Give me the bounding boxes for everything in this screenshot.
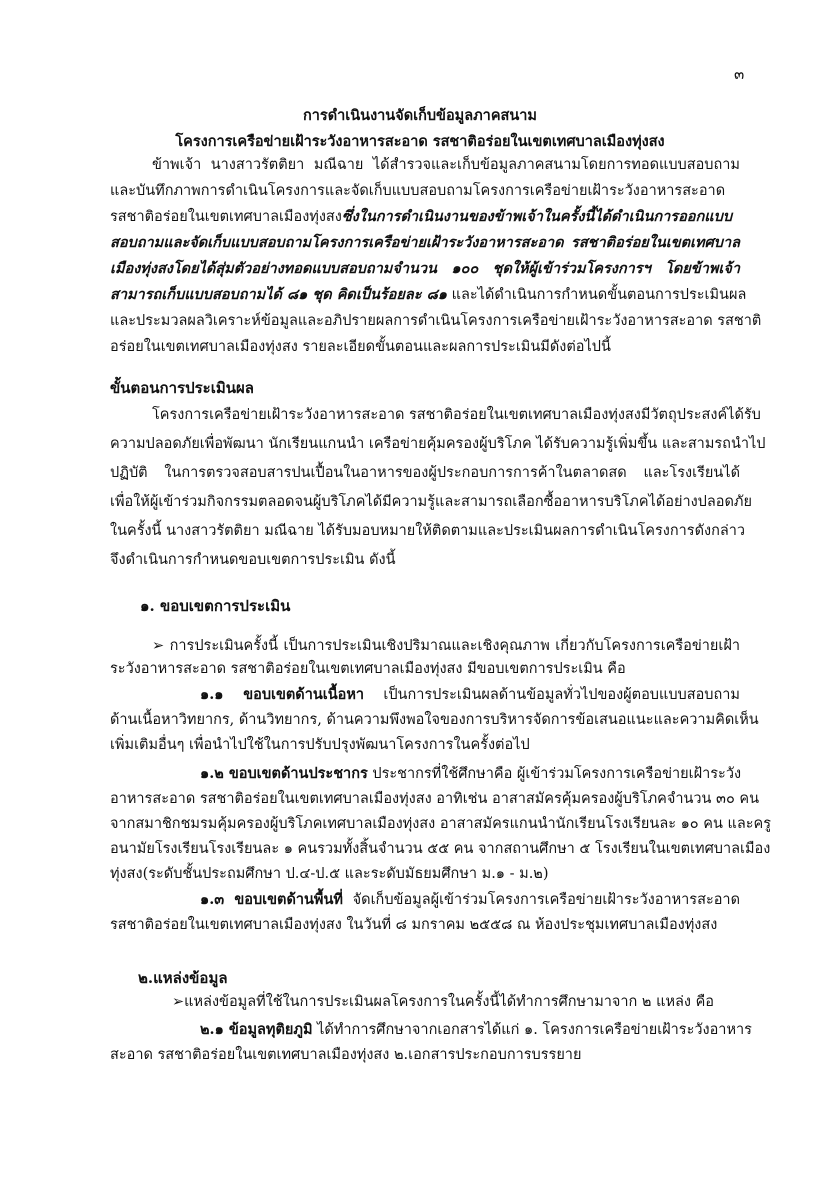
intro-line-6-plain: และได้ดำเนินการกำหนดขั้นตอนการประเมินผล [447,287,747,303]
sources-2-1-line-2: สะอาด รสชาติอร่อยในเขตเทศบาลเมืองทุ่งสง ๒.เอกสารประกอบการบรรยาย [110,1047,582,1063]
procedure-line-1: โครงการเครือข่ายเฝ้าระวังอาหารสะอาด รสชาติอร่อยในเขตเทศบาลเมืองทุ่งสงมีวัตถุประสงค์ได้รับ [152,407,761,423]
scope-1-2-text: ประชากรที่ใช้ศึกษาคือ ผู้เข้าร่วมโครงการเครือข่ายเฝ้าระวัง [367,766,742,782]
page-number: ๓ [734,65,745,83]
intro-line-2: และบันทึกภาพการดำเนินโครงการและจัดเก็บแบบสอบถามโครงการเครือข่ายเฝ้าระวังอาหารสะอาด [110,183,726,199]
arrow-bullet-icon: ➢ [172,994,185,1010]
intro-line-1: ข้าพเจ้า นางสาวรัตติยา มณีฉาย ได้สำรวจและเก็บข้อมูลภาคสนามโดยการทอดแบบสอบถาม [152,157,740,173]
scope-1-2-line-2: อาหารสะอาด รสชาติอร่อยในเขตเทศบาลเมืองทุ่งสง อาทิเช่น อาสาสมัครคุ้มครองผู้บริโภคจำนวน ๓๐ คน [110,791,760,807]
procedure-line-6: จึงดำเนินการกำหนดขอบเขตการประเมิน ดังนี้ [110,552,396,568]
scope-1-3-label: ๑.๓ ขอบเขตด้านพื้นที่ [200,891,343,908]
intro-line-7: และประมวลผลวิเคราะห์ข้อมูลและอภิปรายผลการดำเนินโครงการเครือข่ายเฝ้าระวังอาหารสะอาด รสชาติ [110,313,762,329]
intro-line-3-plain: รสชาติอร่อยในเขตเทศบาลเมืองทุ่งสง [110,209,342,225]
scope-1-1-text: เป็นการประเมินผลด้านข้อมูลทั่วไปของผู้ตอบแบบสอบถาม [364,687,740,703]
sources-bullet-line [172,992,740,1012]
scope-1-1-line-1 [200,685,740,705]
scope-1-1-line-2: ด้านเนื้อหาวิทยากร, ด้านวิทยากร, ด้านความพึงพอใจของการบริหารจัดการข้อเสนอแนะและความคิดเห็น [110,712,759,728]
scope-1-3-text: จัดเก็บข้อมูลผู้เข้าร่วมโครงการเครือข่ายเฝ้าระวังอาหารสะอาด [342,892,740,908]
procedure-heading: ขั้นตอนการประเมินผล [110,379,254,397]
scope-1-1-line-3: เพิ่มเติมอื่นๆ เพื่อนำไปใช้ในการปรับปรุงพัฒนาโครงการในครั้งต่อไป [110,737,530,753]
procedure-line-2: ความปลอดภัยเพื่อพัฒนา นักเรียนแกนนำ เครือข่ายคุ้มครองผู้บริโภค ได้รับความรู้เพิ่มขึ้น และสามรถนำไป [110,436,766,452]
scope-1-2-line-1 [200,764,740,784]
intro-line-4: สอบถามและจัดเก็บแบบสอบถามโครงการเครือข่ายเฝ้าระวังอาหารสะอาด รสชาติอร่อยในเขตเทศบาล [110,234,740,251]
scope-bullet-text: การประเมินครั้งนี้ เป็นการประเมินเชิงปริมาณและเชิงคุณภาพ เกี่ยวกับโครงการเครือข่ายเฝ้า [164,638,740,654]
title-line-2: โครงการเครือข่ายเฝ้าระวังอาหารสะอาด รสชาติอร่อยในเขตเทศบาลเมืองทุ่งสง [175,133,665,150]
intro-line-3 [110,207,740,227]
scope-bullet-line-1 [152,636,740,656]
scope-1-2-line-3: จากสมาชิกชมรมคุ้มครองผู้บริโภคเทศบาลเมืองทุ่งสง อาสาสมัครแกนนำนักเรียนโรงเรียนละ ๑๐ คน และครู [110,816,771,832]
sources-2-1-label: ๒.๑ ข้อมูลทุติยภูมิ [200,1021,313,1038]
scope-heading: ๑. ขอบเขตการประเมิน [140,597,291,615]
scope-1-2-line-4: อนามัยโรงเรียนโรงเรียนละ ๑ คนรวมทั้งสิ้นจำนวน ๕๕ คน จากสถานศึกษา ๕ โรงเรียนในเขตเทศบาลเมือง [110,841,771,857]
scope-1-2-line-5: ทุ่งสง(ระดับชั้นประถมศึกษา ป.๔-ป.๕ และระดับมัธยมศึกษา ม.๑ - ม.๒) [110,866,549,882]
intro-line-8: อร่อยในเขตเทศบาลเมืองทุ่งสง รายละเอียดขั้นตอนและผลการประเมินมีดังต่อไปนี้ [110,339,611,355]
procedure-line-5: ในครั้งนี้ นางสาวรัตติยา มณีฉาย ได้รับมอบหมายให้ติดตามและประเมินผลการดำเนินโครงการดังกล่าว [110,523,746,539]
sources-bullet-text: แหล่งข้อมูลที่ใช้ในการประเมินผลโครงการในครั้งนี้ได้ทำการศึกษามาจาก ๒ แหล่ง คือ [184,994,714,1010]
intro-line-5: เมืองทุ่งสงโดยได้สุ่มตัวอย่างทอดแบบสอบถามจำนวน ๑๐๐ ชุดให้ผู้เข้าร่วมโครงการฯ โดยข้าพเจ้า [110,260,740,277]
scope-1-2-label: ๑.๒ ขอบเขตด้านประชากร [200,765,368,782]
intro-line-6 [110,285,747,305]
scope-1-3-line-2: รสชาติอร่อยในเขตเทศบาลเมืองทุ่งสง ในวันที่ ๘ มกราคม ๒๕๕๘ ณ ห้องประชุมเทศบาลเมืองทุ่งสง [110,917,718,933]
procedure-line-3: ปฏิบัติ ในการตรวจสอบสารปนเปื้อนในอาหารของผู้ประกอบการการค้าในตลาดสด และโรงเรียนได้ [110,465,740,481]
sources-2-1-line-1 [200,1020,752,1040]
sources-2-1-text: ได้ทำการศึกษาจากเอกสารได้แก่ ๑. โครงการเครือข่ายเฝ้าระวังอาหาร [312,1022,752,1038]
scope-1-3-line-1 [200,890,740,910]
intro-line-6-emphasis: สามารถเก็บแบบสอบถามได้ ๘๑ ชุด คิดเป็นร้อยละ ๘๑ [110,286,447,303]
procedure-line-4: เพื่อให้ผู้เข้าร่วมกิจกรรมตลอดจนผู้บริโภคได้มีความรู้และสามารถเลือกซื้ออาหารบริโภคได้อย่างปลอดภัย [110,494,752,510]
intro-line-3-emphasis: ซึ่งในการดำเนินงานของข้าพเจ้าในครั้งนี้ได้ดำเนินการออกแบบ [341,208,733,225]
title-line-1: การดำเนินงานจัดเก็บข้อมูลภาคสนาม [303,107,537,124]
scope-1-1-label: ๑.๑ ขอบเขตด้านเนื้อหา [200,686,365,703]
sources-heading: ๒.แหล่งข้อมูล [138,969,228,987]
scope-bullet-line-2: ระวังอาหารสะอาด รสชาติอร่อยในเขตเทศบาลเมืองทุ่งสง มีขอบเขตการประเมิน คือ [110,661,626,677]
arrow-bullet-icon: ➢ [152,638,165,654]
